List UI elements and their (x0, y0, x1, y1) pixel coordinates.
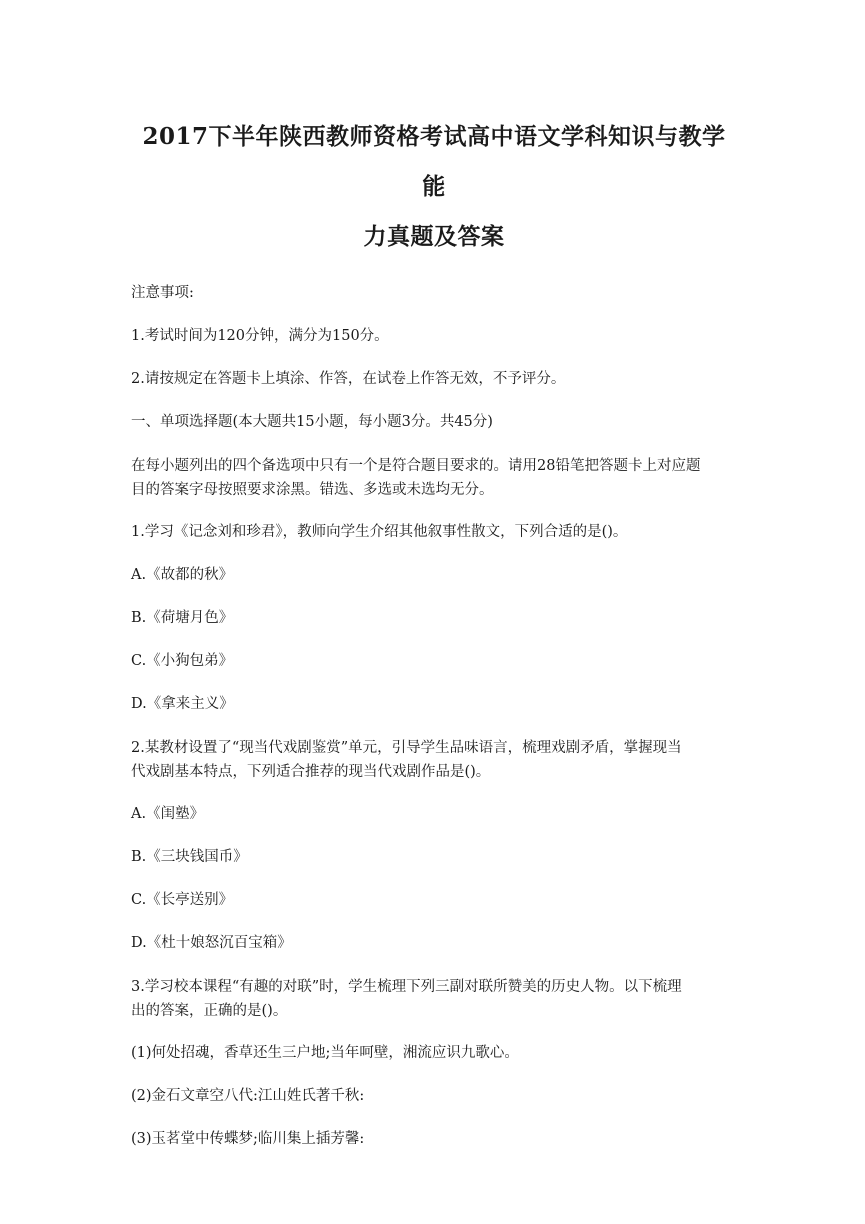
notice-heading: 注意事项: (131, 285, 194, 301)
question-3-couplet-2: (2)金石文章空八代:江山姓氏著千秋: (131, 1088, 365, 1104)
notice-item-1: 1.考试时间为120分钟，满分为150分。 (131, 328, 389, 344)
section-instruction-line-2: 目的答案字母按照要求涂黑。错选、多选或未选均无分。 (131, 482, 494, 498)
question-3-couplet-3: (3)玉茗堂中传蝶梦;临川集上插芳馨: (131, 1131, 365, 1147)
question-2-stem-line-2: 代戏剧基本特点，下列适合推荐的现当代戏剧作品是()。 (131, 764, 491, 780)
section-heading: 一、单项选择题(本大题共15小题，每小题3分。共45分) (131, 414, 493, 430)
question-2-stem (131, 736, 737, 784)
notice-item-2: 2.请按规定在答题卡上填涂、作答，在试卷上作答无效，不予评分。 (131, 371, 566, 387)
question-2-option-a: A.《闺塾》 (131, 806, 205, 822)
question-3-couplet-1: (1)何处招魂，香草还生三户地;当年呵壁，湘流应识九歌心。 (131, 1045, 519, 1061)
title-line-1: 2017下半年陕西教师资格考试高中语文学科知识与教学能 (142, 123, 726, 200)
question-1-option-b: B.《荷塘月色》 (131, 610, 234, 626)
question-3-stem-line-2: 出的答案，正确的是()。 (131, 1003, 288, 1019)
question-2-option-d: D.《杜十娘怒沉百宝箱》 (131, 935, 292, 951)
question-1-option-c: C.《小狗包弟》 (131, 653, 234, 669)
question-2-option-b: B.《三块钱国币》 (131, 849, 248, 865)
question-1-option-d: D.《拿来主义》 (131, 696, 234, 712)
question-2-option-c: C.《长亭送别》 (131, 892, 234, 908)
title-line-2: 力真题及答案 (363, 223, 505, 250)
question-2-stem-line-1: 2.某教材设置了“现当代戏剧鉴赏”单元，引导学生品味语言，梳理戏剧矛盾，掌握现当 (131, 740, 682, 756)
question-3-stem (131, 975, 737, 1023)
section-instruction-line-1: 在每小题列出的四个备选项中只有一个是符合题目要求的。请用28铅笔把答题卡上对应题 (131, 458, 701, 474)
question-1-stem: 1.学习《记念刘和珍君》，教师向学生介绍其他叙事性散文，下列合适的是()。 (131, 524, 628, 540)
document-title (131, 112, 737, 262)
question-1-option-a: A.《故都的秋》 (131, 567, 234, 583)
question-3-stem-line-1: 3.学习校本课程“有趣的对联”时，学生梳理下列三副对联所赞美的历史人物。以下梳理 (131, 979, 682, 995)
section-instruction (131, 454, 737, 502)
